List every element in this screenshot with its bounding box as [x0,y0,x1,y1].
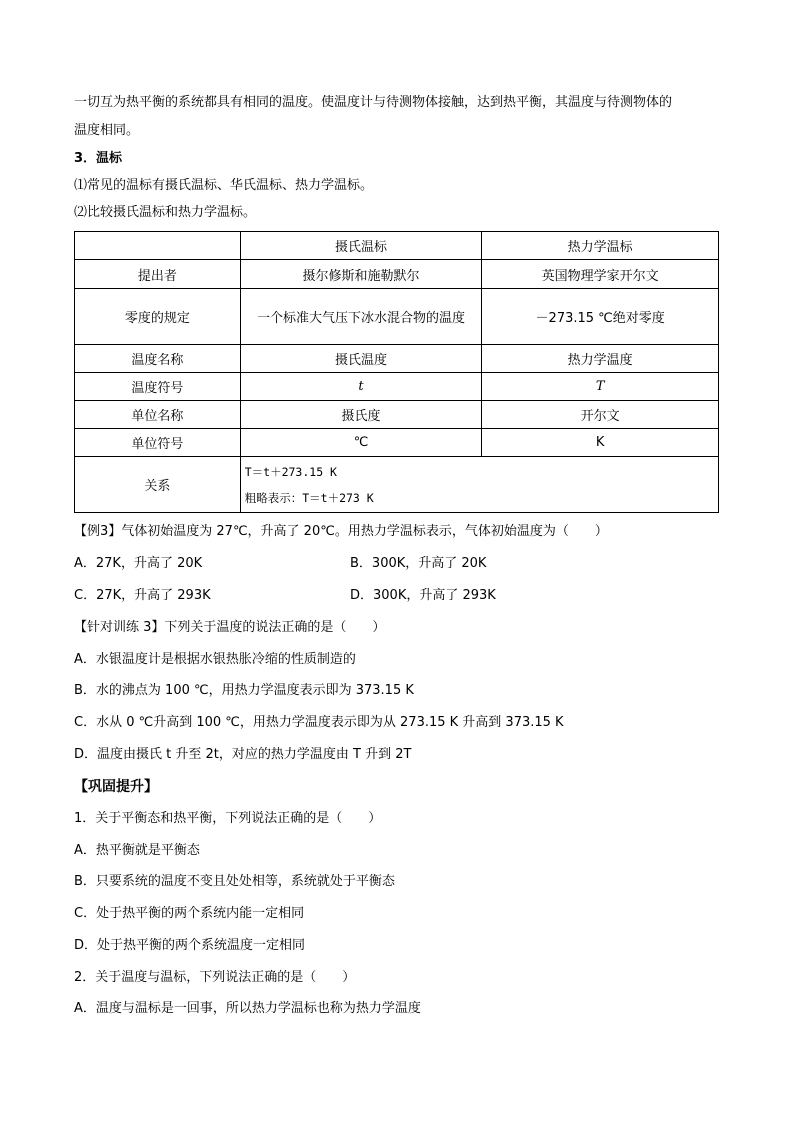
table-cell: 关系 [75,457,241,513]
training-stem: 【针对训练 3】下列关于温度的说法正确的是（ ） [74,620,386,635]
option-b: B．300K，升高了 20K [350,556,487,571]
option-b: B．水的沸点为 100 ℃，用热力学温度表示即为 373.15 K [74,683,414,698]
table-cell: 提出者 [75,260,241,289]
table-row [75,373,719,401]
option-c: C．处于热平衡的两个系统内能一定相同 [74,906,305,921]
relation-cell [240,457,718,513]
table-cell: 热力学温度 [482,345,719,373]
table-row [75,429,719,457]
table-cell: t [240,373,482,401]
option-d: D．温度由摄氏 t 升至 2t，对应的热力学温度由 T 升到 2T [74,747,412,762]
table-cell: 零度的规定 [75,289,241,345]
option-c: C．27K，升高了 293K [74,588,211,603]
option-c: C．水从 0 ℃升高到 100 ℃，用热力学温度表示即为从 273.15 K 升高到 373.15 K [74,715,564,730]
table-cell: 温度名称 [75,345,241,373]
option-a: A．27K，升高了 20K [74,556,203,571]
table-row [75,345,719,373]
intro-line-2: 温度相同。 [74,123,140,138]
table-cell: 摄氏温度 [240,345,482,373]
section-heading: 3．温标 [74,151,123,166]
section-heading: 【巩固提升】 [74,779,158,795]
option-a: A．热平衡就是平衡态 [74,843,200,858]
comparison-table [74,231,719,513]
option-d: D．300K，升高了 293K [350,588,496,603]
table-cell: 英国物理学家开尔文 [482,260,719,289]
table-cell: T [482,373,719,401]
table-cell: 单位名称 [75,401,241,429]
table-cell: 一个标准大气压下冰水混合物的温度 [240,289,482,345]
example-stem: 【例3】气体初始温度为 27℃，升高了 20℃。用热力学温标表示，气体初始温度为（ ） [74,524,608,539]
relation-formula-approx: 粗略表示：T＝t＋273 K [244,490,374,505]
table-row [75,260,719,289]
table-row [75,401,719,429]
table-cell: 摄氏度 [240,401,482,429]
section-item-1: ⑴常见的温标有摄氏温标、华氏温标、热力学温标。 [74,178,374,193]
option-d: D．处于热平衡的两个系统温度一定相同 [74,938,306,953]
question-1: 1．关于平衡态和热平衡，下列说法正确的是（ ） [74,811,382,826]
table-cell: 单位符号 [75,429,241,457]
intro-line-1: 一切互为热平衡的系统都具有相同的温度。使温度计与待测物体接触，达到热平衡，其温度与待测物体的 [74,95,673,110]
relation-formula: T＝t＋273.15 K [244,464,337,479]
table-row-relation [75,457,719,513]
option-b: B．只要系统的温度不变且处处相等，系统就处于平衡态 [74,874,395,889]
table-header-row [75,232,719,260]
table-cell: ℃ [240,429,482,457]
section-item-2: ⑵比较摄氏温标和热力学温标。 [74,205,257,220]
table-cell: 开尔文 [482,401,719,429]
table-cell: K [482,429,719,457]
table-cell: －273.15 ℃绝对零度 [482,289,719,345]
table-header-cell: 摄氏温标 [240,232,482,260]
table-cell: 温度符号 [75,373,241,401]
table-cell: 摄尔修斯和施勒默尔 [240,260,482,289]
table-row [75,289,719,345]
table-header-cell [75,232,241,260]
table-header-cell: 热力学温标 [482,232,719,260]
option-a: A．温度与温标是一回事，所以热力学温标也称为热力学温度 [74,1001,421,1016]
question-2: 2．关于温度与温标，下列说法正确的是（ ） [74,970,356,985]
option-a: A．水银温度计是根据水银热胀冷缩的性质制造的 [74,652,356,667]
